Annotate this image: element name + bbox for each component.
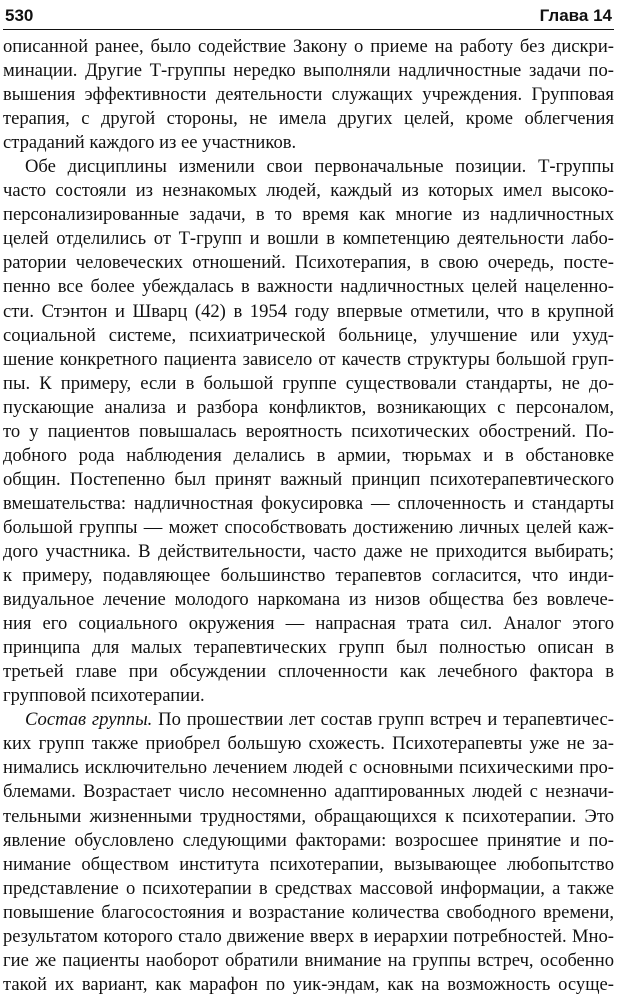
text-line: Обе дисциплины изменили свои первоначальные позиции. Т-группы xyxy=(25,156,614,178)
text-line: нимание обществом института психотерапии, вызывающее любопытство xyxy=(3,853,614,875)
text-line: описанной ранее, было содействие Закону о приеме на работу без дискри- xyxy=(3,36,614,57)
text-line: сти. Стэнтон и Шварц (42) в 1954 году впервые отметили, что в крупной xyxy=(3,300,614,322)
section-run-in-heading: Состав группы. xyxy=(25,709,153,731)
text-line: часто состояли из незнакомых людей, каждый из которых имел высоко- xyxy=(3,180,614,202)
text-line: целей отделились от Т-групп и вошли в компетенцию деятельности лабо- xyxy=(3,228,614,250)
text-line: видуальное лечение молодого наркомана из низов общества без вовлече- xyxy=(3,589,614,611)
paragraph-2 xyxy=(3,155,614,708)
text-line: большой группы — может способствовать достижению личных целей каж- xyxy=(3,516,614,538)
running-header xyxy=(3,0,614,30)
text-line: повышение благосостояния и возрастание количества свободного времени, xyxy=(3,901,614,923)
text-line: результатом которого стало движение вверх в иерархии потребностей. Мно- xyxy=(3,925,614,947)
text-line: то у пациентов повышалась вероятность психотических обострений. По- xyxy=(3,420,614,442)
text-line: пы. К примеру, если в большой группе существовали стандарты, не до- xyxy=(3,372,614,394)
text-line: тельными жизненными трудностями, обращающихся к психотерапии. Это xyxy=(3,805,614,827)
text-line: вышения эффективности деятельности служащих учреждения. Групповая xyxy=(3,84,614,106)
text-line: к примеру, подавляющее большинство терапевтов согласится, что инди- xyxy=(3,565,614,587)
text-line: гие же пациенты наоборот обратили внимание на группы встреч, особенно xyxy=(3,949,614,971)
text-line: нимались исключительно лечением людей с основными психическими про- xyxy=(3,757,614,779)
text-line: добного рода наблюдения делались в армии, тюрьмах и в обстановке xyxy=(3,444,614,466)
text-line: представление о психотерапии в средствах массовой информации, а также xyxy=(3,877,614,899)
body-text xyxy=(3,35,614,997)
text-line: терапия, с другой стороны, не имела других целей, кроме облегчения xyxy=(3,108,614,130)
text-line: групповой психотерапии. xyxy=(3,685,205,707)
text-line: блемами. Возрастает число несомненно адаптированных людей с незначи- xyxy=(3,781,614,803)
text-line: такой их вариант, как марафон по уик-эндам, как на возможность осуще- xyxy=(3,973,614,995)
text-line: третьей главе при обсуждении сплоченности как лечебного фактора в xyxy=(3,661,614,683)
text-line: принципа для малых терапевтических групп был полностью описан в xyxy=(3,637,614,659)
chapter-title: Глава 14 xyxy=(539,6,612,25)
text-line: страданий каждого из ее участников. xyxy=(3,132,297,154)
text-line: шение конкретного пациента зависело от качеств структуры большой груп- xyxy=(3,348,614,370)
paragraph-3 xyxy=(3,708,614,997)
text-line: явление обусловлено следующими факторами: возросшее принятие и по- xyxy=(3,829,614,851)
text-line: персонализированные задачи, в то время как многие из надличностных xyxy=(3,204,614,226)
text-line xyxy=(3,708,614,732)
text-run: По прошествии лет состав групп встреч и терапевтичес- xyxy=(152,709,614,731)
text-line: ких групп также приобрел большую схожесть. Психотерапевты уже не за- xyxy=(3,733,614,755)
text-line: пенно все более убеждалась в важности надличностных целей нацеленно- xyxy=(3,276,614,298)
text-line: пускающие анализа и разбора конфликтов, возникающих с персоналом, xyxy=(3,396,614,418)
page-number: 530 xyxy=(5,6,34,25)
paragraph-1 xyxy=(3,35,614,155)
text-line: социальной системе, психиатрической больнице, улучшение или ухуд- xyxy=(3,324,614,346)
text-line: общин. Постепенно был принят важный принцип психотерапевтического xyxy=(3,468,614,490)
text-line: ратории человеческих отношений. Психотерапия, в свою очередь, посте- xyxy=(3,252,614,274)
text-line: минации. Другие Т-группы нередко выполняли надличностные задачи по- xyxy=(3,60,614,82)
text-line: ния его социального окружения — напрасная трата сил. Аналог этого xyxy=(3,613,614,635)
text-line: дого участника. В действительности, часто даже не приходится выбирать; xyxy=(3,540,614,562)
text-line: вмешательства: надличностная фокусировка — сплоченность и стандарты xyxy=(3,492,614,514)
